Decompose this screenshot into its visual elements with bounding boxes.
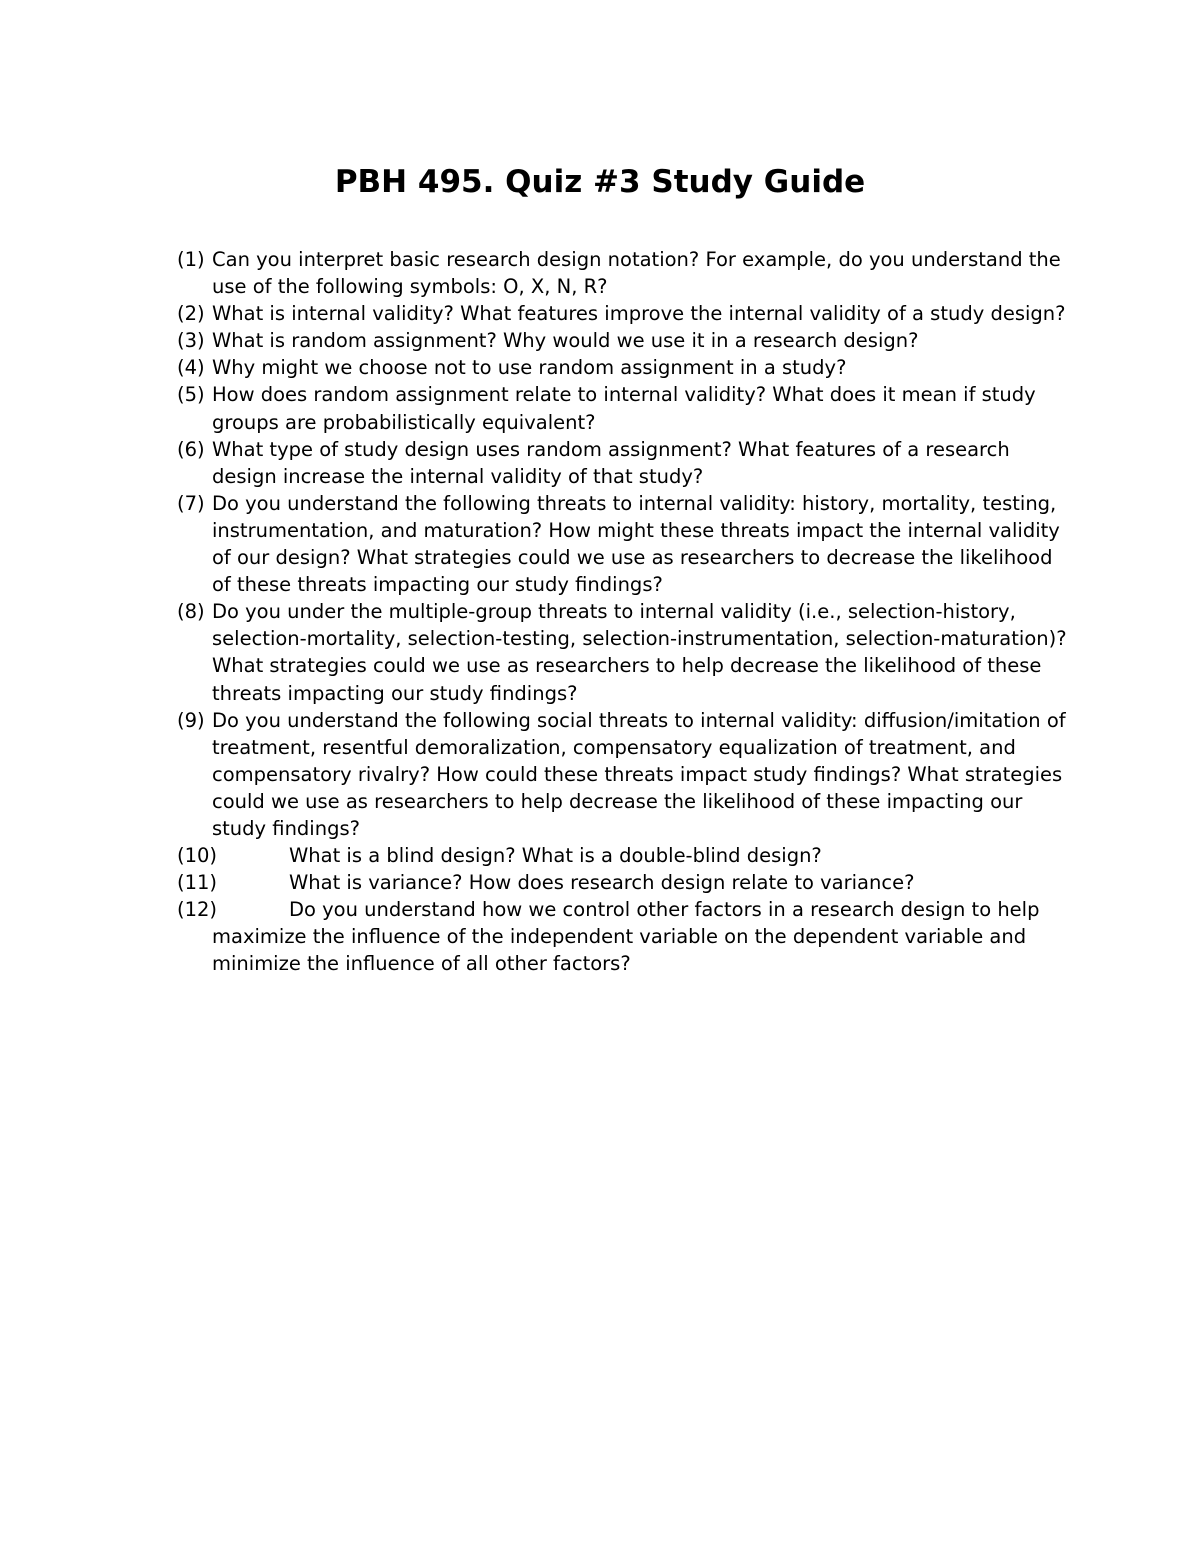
question-text: Do you understand how we control other factors in a research design to help maximize the influence of the independent variable on the dependent variable and minimize the influence of all other factors? bbox=[212, 898, 1040, 976]
question-number: (5) bbox=[177, 383, 205, 407]
question-text: Do you understand the following threats to internal validity: history, mortality, testing, instrumentation, and maturation? How might these threats impact the internal validity of our design? What strategies could we use as researchers to decrease the likelihood of these threats impacting our study findings? bbox=[212, 491, 1060, 597]
question-number: (1) bbox=[177, 248, 205, 271]
question-number: (10) bbox=[177, 844, 218, 868]
list-item bbox=[177, 896, 1077, 977]
list-item bbox=[177, 327, 1077, 354]
list-item bbox=[177, 707, 1077, 842]
list-item bbox=[177, 598, 1077, 706]
question-text: What is random assignment? Why would we use it in a research design? bbox=[212, 329, 919, 353]
list-item bbox=[177, 842, 1077, 869]
list-item bbox=[177, 381, 1077, 435]
question-number: (9) bbox=[177, 708, 205, 732]
question-text: Do you understand the following social threats to internal validity: diffusion/imitation of treatment, resentful demoralization, compensatory equalization of treatment, and compensatory rivalry? How could these threats impact study findings? What strategies could we use as researchers to help decrease the likelihood of these impacting our study findings? bbox=[212, 708, 1066, 840]
question-text: Can you interpret basic research design notation? For example, do you understand the use of the following symbols: O, X, N, R? bbox=[212, 248, 1061, 299]
question-text: What is internal validity? What features improve the internal validity of a study design? bbox=[212, 302, 1066, 326]
question-number: (4) bbox=[177, 356, 205, 380]
document-title: PBH 495. Quiz #3 Study Guide bbox=[334, 164, 866, 200]
question-text: Do you under the multiple-group threats to internal validity (i.e., selection-history, selection-mortality, selection-testing, selection-instrumentation, selection-maturation)? What strategies could we use as researchers to help decrease the likelihood of these threats impacting our study findings? bbox=[212, 600, 1067, 705]
list-item bbox=[177, 869, 1077, 896]
question-text: What is a blind design? What is a double-blind design? bbox=[289, 844, 822, 868]
list-item bbox=[177, 246, 1077, 300]
question-number: (11) bbox=[177, 871, 218, 895]
list-item bbox=[177, 354, 1077, 381]
question-number: (12) bbox=[177, 898, 218, 922]
list-item bbox=[177, 300, 1077, 327]
question-text: What type of study design uses random assignment? What features of a research design increase the internal validity of that study? bbox=[212, 437, 1010, 488]
question-number: (8) bbox=[177, 600, 205, 624]
question-text: How does random assignment relate to internal validity? What does it mean if study groups are probabilistically equivalent? bbox=[212, 383, 1036, 434]
question-list bbox=[177, 246, 1077, 978]
question-number: (6) bbox=[177, 437, 205, 461]
list-item bbox=[177, 490, 1077, 598]
question-text: Why might we choose not to use random assignment in a study? bbox=[212, 356, 847, 380]
question-text: What is variance? How does research design relate to variance? bbox=[289, 871, 915, 895]
list-item bbox=[177, 436, 1077, 490]
question-number: (2) bbox=[177, 302, 205, 326]
question-number: (3) bbox=[177, 329, 205, 353]
question-number: (7) bbox=[177, 491, 205, 515]
